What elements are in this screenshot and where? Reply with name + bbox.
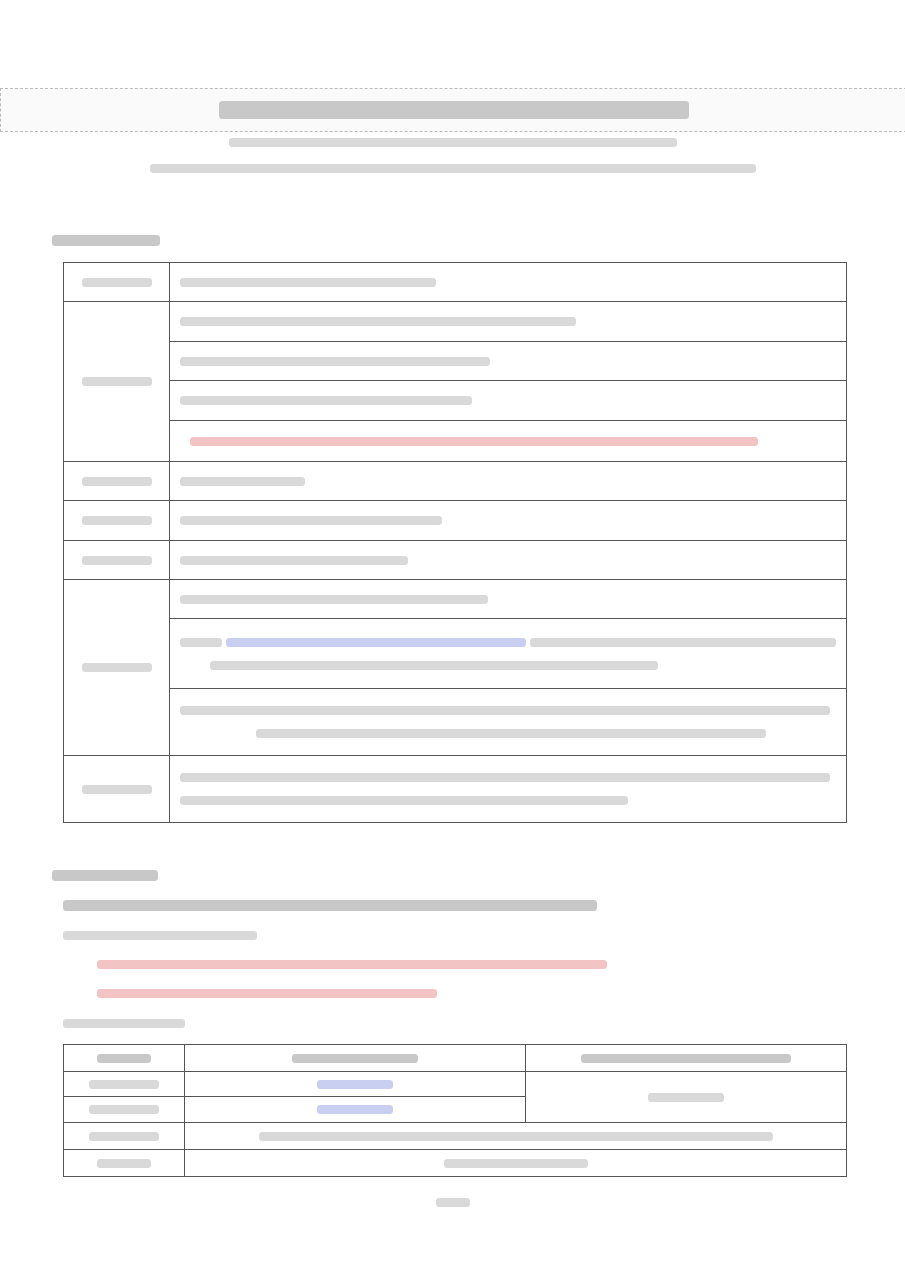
table-row	[64, 1045, 847, 1072]
list-item	[97, 957, 607, 971]
table-row	[64, 541, 847, 580]
page-number	[0, 1198, 905, 1207]
table-row	[64, 1150, 847, 1177]
table-row	[64, 689, 847, 756]
page-title	[0, 88, 905, 132]
table-row	[64, 1123, 847, 1150]
section-heading	[52, 868, 158, 882]
fee-table	[63, 1044, 847, 1177]
table-row	[64, 342, 847, 381]
table-row	[64, 381, 847, 421]
table-row	[64, 1072, 847, 1097]
info-table	[63, 262, 847, 823]
table-row	[64, 619, 847, 689]
table-row	[64, 263, 847, 302]
table-row	[64, 756, 847, 823]
section-heading	[52, 233, 160, 247]
address-line	[0, 138, 905, 154]
list-item	[97, 986, 437, 1000]
list-item	[63, 1016, 185, 1030]
table-row	[64, 302, 847, 342]
contact-line	[0, 164, 905, 180]
list-item	[63, 928, 257, 942]
list-item	[63, 898, 597, 912]
table-row	[64, 501, 847, 541]
table-row	[64, 462, 847, 501]
table-row	[64, 580, 847, 619]
table-row	[64, 421, 847, 462]
